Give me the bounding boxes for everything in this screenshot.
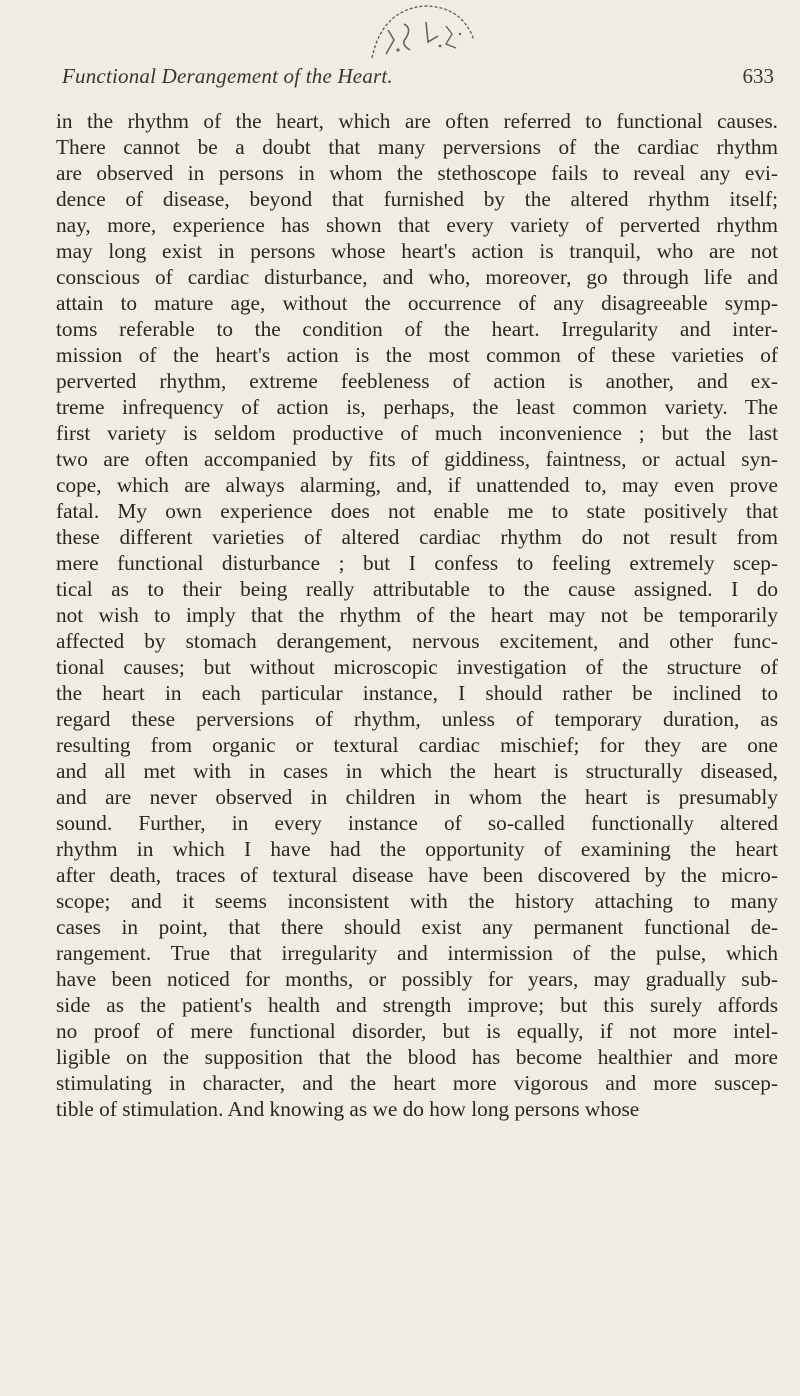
text-line: first variety is seldom productive of much inconvenience ; but the last (56, 421, 778, 445)
text-line: nay, more, experience has shown that every variety of perverted rhythm (56, 213, 778, 237)
text-line: toms referable to the condition of the heart. Irregularity and inter- (56, 317, 778, 341)
text-line: two are often accompanied by fits of giddiness, faintness, or actual syn- (56, 447, 778, 471)
running-head (54, 62, 774, 92)
text-line: the heart in each particular instance, I should rather be inclined to (56, 681, 778, 705)
text-line: are observed in persons in whom the stethoscope fails to reveal any evi- (56, 161, 778, 185)
text-line: scope; and it seems inconsistent with the history attaching to many (56, 889, 778, 913)
text-line: and are never observed in children in whom the heart is presumably (56, 785, 778, 809)
text-line: tical as to their being really attributable to the cause assigned. I do (56, 577, 778, 601)
text-line: may long exist in persons whose heart's action is tranquil, who are not (56, 239, 778, 263)
text-line: after death, traces of textural disease have been discovered by the micro- (56, 863, 778, 887)
text-line: There cannot be a doubt that many perversions of the cardiac rhythm (56, 135, 778, 159)
running-title: Functional Derangement of the Heart. (62, 64, 393, 88)
text-line: fatal. My own experience does not enable me to state positively that (56, 499, 778, 523)
text-line: cope, which are always alarming, and, if unattended to, may even prove (56, 473, 778, 497)
page-number: 633 (742, 64, 774, 88)
text-line: conscious of cardiac disturbance, and who, moreover, go through life and (56, 265, 778, 289)
text-line: regard these perversions of rhythm, unless of temporary duration, as (56, 707, 778, 731)
text-line: side as the patient's health and strength improve; but this surely affords (56, 993, 778, 1017)
text-line: no proof of mere functional disorder, but is equally, if not more intel- (56, 1019, 778, 1043)
text-line: affected by stomach derangement, nervous excitement, and other func- (56, 629, 778, 653)
text-line: have been noticed for months, or possibly for years, may gradually sub- (56, 967, 778, 991)
text-line: dence of disease, beyond that furnished by the altered rhythm itself; (56, 187, 778, 211)
text-line: stimulating in character, and the heart more vigorous and more suscep- (56, 1071, 778, 1095)
text-line: these different varieties of altered cardiac rhythm do not result from (56, 525, 778, 549)
text-line: resulting from organic or textural cardiac mischief; for they are one (56, 733, 778, 757)
text-line: sound. Further, in every instance of so-called functionally altered (56, 811, 778, 835)
text-line: rhythm in which I have had the opportunity of examining the heart (56, 837, 778, 861)
text-line: cases in point, that there should exist any permanent functional de- (56, 915, 778, 939)
text-line: treme infrequency of action is, perhaps, the least common variety. The (56, 395, 778, 419)
text-line: in the rhythm of the heart, which are often referred to functional causes. (56, 109, 778, 133)
text-line: tible of stimulation. And knowing as we do how long persons whose (56, 1097, 640, 1121)
text-line: mission of the heart's action is the most common of these varieties of (56, 343, 778, 367)
text-line: ligible on the supposition that the blood has become healthier and more (56, 1045, 778, 1069)
text-line: perverted rhythm, extreme feebleness of action is another, and ex- (56, 369, 778, 393)
text-line: rangement. True that irregularity and intermission of the pulse, which (56, 941, 778, 965)
text-line: attain to mature age, without the occurrence of any disagreeable symp- (56, 291, 778, 315)
text-line: not wish to imply that the rhythm of the heart may not be temporarily (56, 603, 778, 627)
text-line: tional causes; but without microscopic investigation of the structure of (56, 655, 778, 679)
body-text (56, 108, 778, 1122)
text-line: and all met with in cases in which the heart is structurally diseased, (56, 759, 778, 783)
text-line: mere functional disturbance ; but I confess to feeling extremely scep- (56, 551, 778, 575)
